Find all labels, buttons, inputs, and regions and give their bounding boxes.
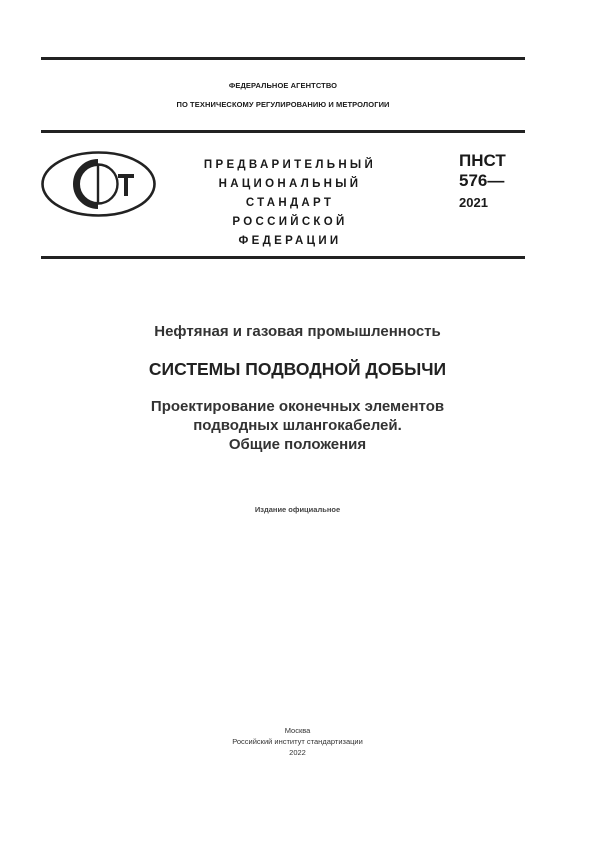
code-year: 2021 — [459, 195, 488, 210]
code-number: 576— — [459, 171, 505, 190]
footer-publisher: Российский институт стандартизации — [232, 737, 363, 746]
code-prefix: ПНСТ — [459, 151, 506, 170]
subtitle-line-3: Общие положения — [228, 436, 367, 453]
upper-rule — [41, 130, 525, 133]
standard-type-line-1: ПРЕДВАРИТЕЛЬНЫЙ — [203, 159, 377, 171]
main-title: СИСТЕМЫ ПОДВОДНОЙ ДОБЫЧИ — [148, 359, 447, 379]
industry-title: Нефтяная и газовая промышленность — [154, 323, 441, 340]
standard-type-line-4: РОССИЙСКОЙ — [232, 216, 348, 228]
gost-r-logo-icon — [40, 150, 157, 223]
standard-type-line-3: СТАНДАРТ — [245, 197, 335, 209]
agency-line-1: ФЕДЕРАЛЬНОЕ АГЕНТСТВО — [228, 81, 338, 90]
standard-type-line-5: ФЕДЕРАЦИИ — [238, 235, 342, 247]
standard-type-line-2: НАЦИОНАЛЬНЫЙ — [218, 178, 362, 190]
edition-label: Издание официальное — [254, 505, 341, 514]
standard-type-block — [180, 156, 400, 251]
subtitle-line-1: Проектирование оконечных элементов — [150, 398, 445, 415]
lower-rule — [41, 256, 525, 259]
footer — [0, 725, 595, 758]
footer-city: Москва — [284, 726, 311, 735]
standard-code — [459, 151, 506, 214]
subtitle-line-2: подводных шлангокабелей. — [193, 417, 402, 434]
top-rule — [41, 57, 525, 60]
agency-line-2: ПО ТЕХНИЧЕСКОМУ РЕГУЛИРОВАНИЮ И МЕТРОЛОГИИ — [176, 100, 390, 109]
subtitle-block — [0, 397, 595, 454]
footer-year: 2022 — [289, 748, 306, 757]
